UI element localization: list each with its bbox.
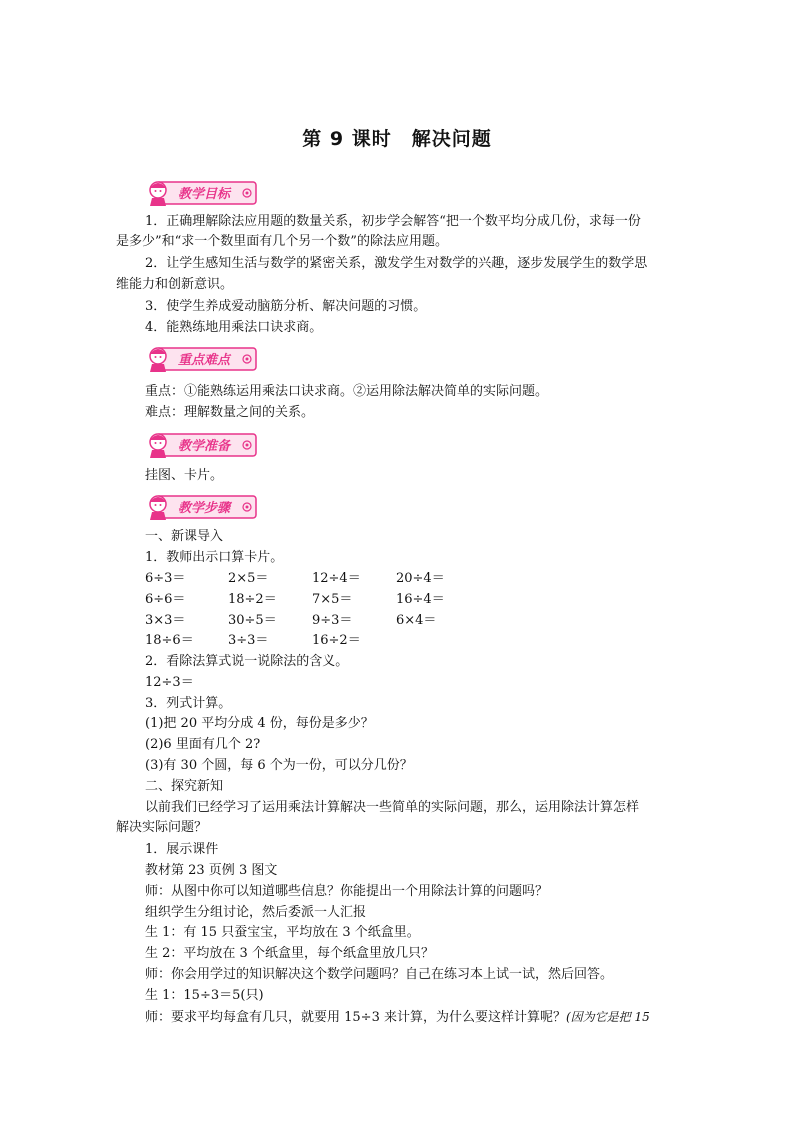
calc-item: 6÷3＝ xyxy=(145,571,186,586)
question-line: (3)有 30 个圆，每 6 个为一份，可以分几份？ xyxy=(145,758,413,773)
girl-badge-icon xyxy=(146,178,260,208)
calc-item: 7×5＝ xyxy=(312,592,353,607)
calc-item: 18÷6＝ xyxy=(145,633,194,648)
calc-item: 18÷2＝ xyxy=(228,592,277,607)
part2-heading: 二、探究新知 xyxy=(145,779,224,794)
dialogue-line: 师：你会用学过的知识解决这个数学问题吗？自己在练习本上试一试，然后回答。 xyxy=(145,967,614,982)
question-line: (2)6 里面有几个 2? xyxy=(145,737,261,752)
calc-item: 20÷4＝ xyxy=(396,571,445,586)
section-badge-goals xyxy=(146,178,260,208)
girl-badge-icon xyxy=(146,492,260,522)
body-line: 教材第 23 页例 3 图文 xyxy=(145,863,278,878)
calc-item: 6÷6＝ xyxy=(145,592,186,607)
dialogue-main: 师：要求平均每盒有几只，就要用 15÷3 来计算，为什么要这样计算呢？ xyxy=(145,1010,566,1025)
girl-badge-icon xyxy=(146,344,260,374)
section-badge-label: 教学步骤 xyxy=(177,501,231,516)
goal-line: 是多少”和“求一个数里面有几个另一个数”的除法应用题。 xyxy=(116,234,448,249)
calc-item: 16÷2＝ xyxy=(312,633,361,648)
step-line: 1．教师出示口算卡片。 xyxy=(145,550,284,565)
section-badge-label: 重点难点 xyxy=(177,353,231,368)
expression: 12÷3＝ xyxy=(145,675,194,690)
section-badge-steps xyxy=(146,492,260,522)
goal-line: 4．能熟练地用乘法口诀求商。 xyxy=(145,320,323,335)
calc-item: 2×5＝ xyxy=(228,571,269,586)
dialogue-line: 生 1：15÷3＝5(只) xyxy=(145,988,264,1003)
calc-item: 6×4＝ xyxy=(396,613,437,628)
calc-item: 9÷3＝ xyxy=(312,613,353,628)
goal-line: 1．正确理解除法应用题的数量关系，初步学会解答“把一个数平均分成几份，求每一份 xyxy=(145,214,641,229)
section-badge-label: 教学目标 xyxy=(177,187,231,202)
body-line: 组织学生分组讨论，然后委派一人汇报 xyxy=(145,905,367,920)
goal-line: 2．让学生感知生活与数学的紧密关系，激发学生对数学的兴趣，逐步发展学生的数学思 xyxy=(145,256,648,271)
step-line: 2．看除法算式说一说除法的含义。 xyxy=(145,654,349,669)
calc-item: 30÷5＝ xyxy=(228,613,277,628)
step-line: 1．展示课件 xyxy=(145,842,219,857)
body-line: 解决实际问题？ xyxy=(116,820,208,835)
question-line: (1)把 20 平均分成 4 份，每份是多少？ xyxy=(145,716,374,731)
section-badge-key-points xyxy=(146,344,260,374)
dialogue-line: 师：从图中你可以知道哪些信息？你能提出一个用除法计算的问题吗？ xyxy=(145,884,549,899)
dialogue-answer-hint: (因为它是把 15 xyxy=(565,1010,650,1024)
dialogue-line: 生 2：平均放在 3 个纸盒里，每个纸盒里放几只？ xyxy=(145,946,434,961)
body-line: 以前我们已经学习了运用乘法计算解决一些简单的实际问题，那么，运用除法计算怎样 xyxy=(145,800,640,815)
lesson-title: 第 9 课时 解决问题 xyxy=(302,128,492,150)
key-point-line: 难点：理解数量之间的关系。 xyxy=(145,405,315,420)
section-badge-preparation xyxy=(146,430,260,460)
calc-item: 3÷3＝ xyxy=(228,633,269,648)
goal-line: 3．使学生养成爱动脑筋分析、解决问题的习惯。 xyxy=(145,299,427,314)
step-line: 3．列式计算。 xyxy=(145,696,232,711)
calc-item: 16÷4＝ xyxy=(396,592,445,607)
preparation-text: 挂图、卡片。 xyxy=(145,468,224,483)
dialogue-line: 生 1：有 15 只蚕宝宝，平均放在 3 个纸盒里。 xyxy=(145,925,420,940)
girl-badge-icon xyxy=(146,430,260,460)
calc-item: 3×3＝ xyxy=(145,613,186,628)
part1-heading: 一、新课导入 xyxy=(145,529,224,544)
section-badge-label: 教学准备 xyxy=(177,439,231,454)
calc-item: 12÷4＝ xyxy=(312,571,361,586)
key-point-line: 重点：①能熟练运用乘法口诀求商。②运用除法解决简单的实际问题。 xyxy=(145,384,549,399)
dialogue-line xyxy=(145,1007,650,1028)
goal-line: 维能力和创新意识。 xyxy=(116,277,234,292)
